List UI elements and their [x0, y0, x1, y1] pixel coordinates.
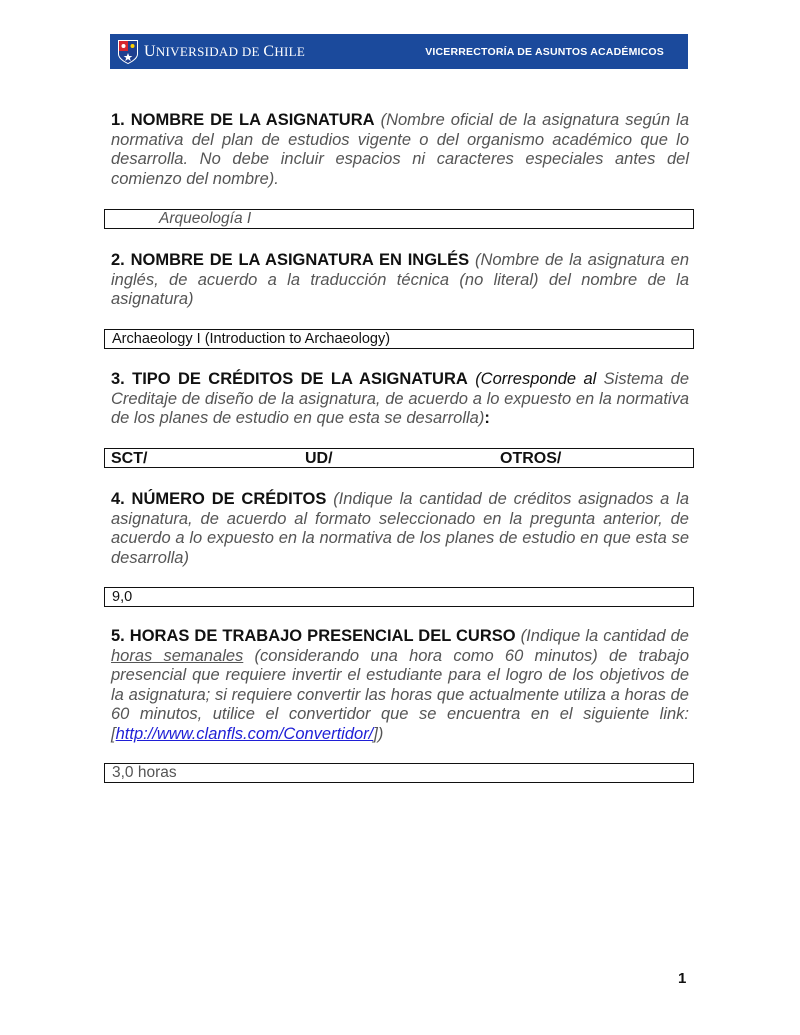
answer-1-value: Arqueología I	[159, 210, 252, 227]
question-1	[111, 111, 689, 189]
question-4-note: (Indique la cantidad de créditos asignados a la asignatura, de acuerdo al formato seleccionado en la pregunta anterior, de acuerdo a lo expuesto en la normativa de los planes de estudio en que esta se desarrolla)	[111, 490, 690, 567]
question-5-note-b: (considerando una hora como 60 minutos) de trabajo presencial que requiere invertir el estudiante para el logro de los objetivos de la asignatura; si requiere convertir las horas que actualmente utiliza a horas de 60 minutos, utilice el convertidor que se encuentra en el siguiente link: [	[111, 646, 689, 743]
answer-3-box[interactable]	[104, 448, 694, 468]
question-3-title: 3. TIPO DE CRÉDITOS DE LA ASIGNATURA	[111, 370, 468, 388]
vicerrectoria-label: VICERRECTORÍA DE ASUNTOS ACADÉMICOS	[425, 46, 664, 58]
university-shield-logo	[117, 39, 139, 65]
answer-4-value: 9,0	[112, 589, 133, 605]
question-3-note-b: Sistema de Creditaje de diseño de la asignatura, de acuerdo a lo expuesto en la normativa de los planes de estudio en que esta se desarrolla)	[111, 370, 689, 428]
credit-type-otros[interactable]: OTROS/	[500, 450, 562, 467]
question-3-colon: :	[484, 409, 490, 428]
question-4-title: 4. NÚMERO DE CRÉDITOS	[111, 490, 327, 508]
answer-5-box[interactable]	[104, 763, 694, 783]
question-5	[111, 627, 689, 745]
converter-link[interactable]: http://www.clanfls.com/Convertidor/	[115, 724, 374, 743]
page-number: 1	[678, 970, 687, 987]
question-5-note-c: ])	[373, 724, 384, 743]
answer-5-value: 3,0 horas	[112, 764, 177, 781]
question-5-underlined: horas semanales	[111, 646, 244, 665]
credit-type-sct[interactable]: SCT/	[111, 450, 148, 467]
question-2-title: 2. NOMBRE DE LA ASIGNATURA EN INGLÉS	[111, 251, 470, 269]
question-5-note-a: (Indique la cantidad de	[520, 627, 689, 645]
question-5-title: 5. HORAS DE TRABAJO PRESENCIAL DEL CURSO	[111, 627, 516, 645]
question-2	[111, 251, 689, 310]
question-1-title: 1. NOMBRE DE LA ASIGNATURA	[111, 111, 375, 129]
question-1-note: (Nombre oficial de la asignatura según la normativa del plan de estudios vigente o del organismo académico que lo desarrolla. No debe incluir espacios ni caracteres especiales antes del comienzo del nombre).	[111, 111, 689, 188]
credit-type-ud[interactable]: UD/	[305, 450, 333, 467]
answer-4-box[interactable]	[104, 587, 694, 607]
header-banner	[110, 34, 688, 69]
university-name: UNIVERSIDAD DE CHILE	[144, 43, 306, 60]
question-3	[111, 370, 689, 429]
answer-2-value: Archaeology I (Introduction to Archaeology)	[112, 331, 391, 347]
answer-2-box[interactable]	[104, 329, 694, 349]
question-2-note: (Nombre de la asignatura en inglés, de acuerdo a la traducción técnica (no literal) del nombre de la asignatura)	[111, 251, 689, 309]
question-3-note-a: (Corresponde al	[475, 370, 597, 388]
answer-1-box[interactable]	[104, 209, 694, 229]
question-4	[111, 490, 689, 568]
